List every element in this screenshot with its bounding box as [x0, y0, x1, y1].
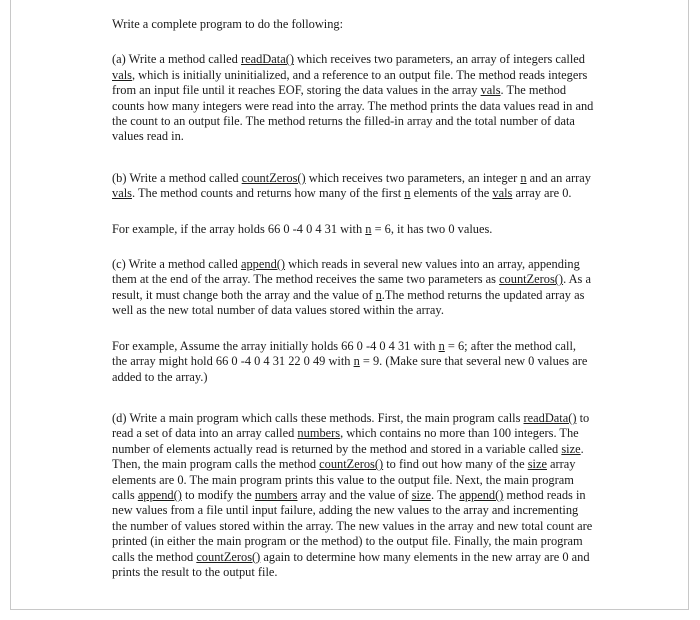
part-c-example-text: = 9. (Make sure that several new 0 values are added to the array.) [112, 354, 588, 384]
part-d-text: to read a set of data into an array called [112, 410, 590, 441]
part-d-text: . The [430, 487, 460, 502]
assignment-title: Write a complete program to do the following: [112, 17, 344, 31]
part-c-text: . As a result, it must change both the array and the value of [112, 272, 591, 302]
part-d-text: to modify the [181, 487, 255, 502]
array-name-vals: vals [492, 186, 513, 201]
method-name-append: append() [240, 257, 286, 272]
method-name-append: append() [137, 487, 182, 502]
variable-name-size: size [527, 457, 547, 472]
part-d-text: (d) Write a main program which calls these methods. First, the main program calls [112, 410, 524, 425]
part-b-text: (b) Write a method called [112, 170, 242, 185]
array-name-numbers: numbers [254, 487, 298, 502]
variable-name-n: n [438, 338, 445, 353]
variable-name-n: n [404, 186, 411, 201]
part-d-text: again to determine how many elements in the new array are 0 and prints the result to the output file. [112, 549, 590, 579]
part-b-example-text: For example, if the array holds 66 0 -4 0 4 31 with [112, 221, 366, 236]
method-name-countzeros: countZeros() [319, 457, 384, 472]
part-b-example [112, 222, 594, 237]
variable-name-n: n [365, 221, 372, 236]
part-d-text: method reads in new values from a file until input failure, adding the new values to the array and incrementing the number of values stored within the array. The new values in the array and new total count are printed (in either the main program or the method) to the output file. Finally, the main program calls the method [112, 487, 593, 564]
part-c-example-text: = 6; after the method call, the array might hold 66 0 -4 0 4 31 22 0 49 with [112, 338, 576, 369]
part-c-text: (c) Write a method called [112, 257, 241, 272]
method-name-readdata: readData() [240, 52, 294, 67]
part-d-text: array elements are 0. The main program prints this value to the output file. Next, the main program calls [112, 457, 576, 502]
array-name-vals: vals [112, 186, 132, 201]
part-c-paragraph [112, 257, 594, 319]
array-name-vals: vals [480, 83, 501, 98]
part-d-text: , which contains no more than 100 integers. The number of elements actually read is returned by the method and stored in a variable called [112, 426, 579, 456]
part-b-text: array are 0. [512, 186, 572, 201]
method-name-append: append() [459, 487, 504, 502]
part-a-text: which receives two parameters, an array of integers called [293, 52, 585, 67]
array-name-numbers: numbers [297, 426, 341, 441]
part-c-example [112, 339, 594, 385]
part-b-text: elements of the [410, 186, 493, 201]
variable-name-n: n [353, 354, 360, 369]
part-a-text: . The method counts how many integers were read into the array. The method prints the data values read in and the count to an output file. The method returns the filled-in array and the total number of data values read in. [112, 83, 594, 144]
part-a-text: , which is initially uninitialized, and a reference to an output file. The method reads integers from an input file until it reaches EOF, storing the data values in the array [112, 67, 588, 98]
part-c-text: which reads in several new values into an array, appending them at the end of the array. The method receives the same two parameters as [112, 257, 580, 287]
method-name-countzeros: countZeros() [196, 549, 261, 564]
variable-name-size: size [411, 487, 431, 502]
part-c-example-text: For example, Assume the array initially holds 66 0 -4 0 4 31 with [112, 338, 439, 353]
part-d-paragraph [112, 411, 594, 580]
part-a-text: (a) Write a method called [112, 52, 241, 67]
part-c-text: .The method returns the updated array as well as the new total number of data values stored within the array. [112, 287, 585, 318]
assignment-document [112, 0, 594, 580]
array-name-vals: vals [112, 67, 132, 82]
variable-name-size: size [561, 441, 581, 456]
part-b-paragraph [112, 171, 594, 202]
part-d-text: array and the value of [297, 487, 412, 502]
part-a-paragraph [112, 52, 594, 144]
part-b-text: which receives two parameters, an integer [305, 170, 521, 185]
part-d-text: to find out how many of the [383, 457, 528, 472]
method-name-countzeros: countZeros() [499, 272, 564, 287]
part-b-example-text: = 6, it has two 0 values. [371, 221, 493, 236]
variable-name-n: n [520, 170, 527, 185]
part-b-text: and an array [526, 170, 591, 185]
part-b-text: . The method counts and returns how many of the first [131, 186, 405, 201]
method-name-countzeros: countZeros() [241, 170, 306, 185]
variable-name-n: n [375, 287, 382, 302]
method-name-readdata: readData() [523, 410, 577, 425]
part-d-text: . Then, the main program calls the method [112, 441, 584, 472]
